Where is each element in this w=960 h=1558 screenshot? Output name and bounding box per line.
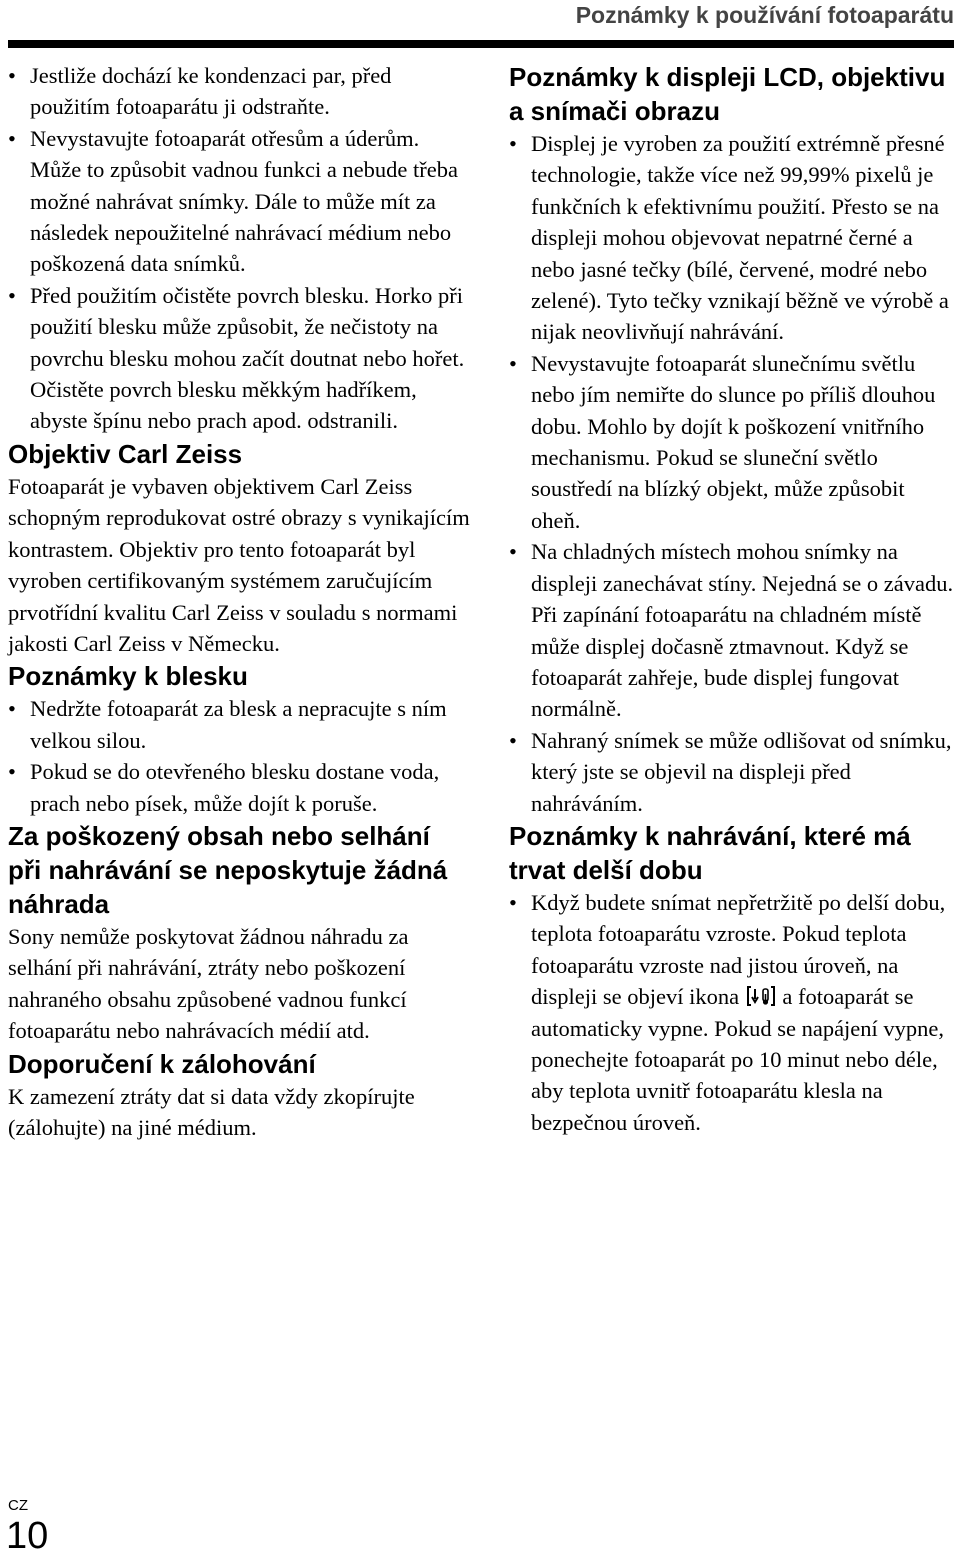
- text-after-icon: a fotoaparát se automaticky vypne. Pokud se napájení vypne, ponechejte fotoaparát po 10 minut nebo déle, aby teplota uvnitř fotoaparátu klesla na bezpečnou úroveň.: [531, 984, 945, 1135]
- list-item: • Nahraný snímek se může odlišovat od snímku, který jste se objevil na displeji před nahráváním.: [509, 725, 955, 819]
- temperature-warning-icon: [747, 985, 775, 1007]
- list-item: • Před použitím očistěte povrch blesku. Horko při použití blesku může způsobit, že nečistoty na povrchu blesku mohou začít doutnat nebo hořet. Očistěte povrch blesku měkkým hadříkem, abyste špínu nebo prach apod. odstranili.: [8, 280, 470, 437]
- section-heading-zeiss: Objektiv Carl Zeiss: [8, 438, 243, 469]
- footer-language-code: CZ: [8, 1497, 28, 1514]
- lcd-bullet-list: [509, 128, 955, 819]
- list-item: • Jestliže dochází ke kondenzaci par, před použitím fotoaparátu ji odstraňte.: [8, 60, 470, 123]
- footer-page-number: 10: [6, 1515, 49, 1557]
- text-before-icon: Když budete snímat nepřetržitě po delší dobu, teplota fotoaparátu vzroste. Pokud teplota fotoaparátu vzroste nad jistou úroveň, na displeji se objeví ikona: [531, 889, 946, 1010]
- list-item: • Displej je vyroben za použití extrémně přesné technologie, takže více než 99,99% pixelů je funkčních k efektivnímu použití. Přesto se na displeji mohou objevovat nepatrné černé a nebo jasné tečky (bílé, červené, modré nebo zelené). Tyto tečky vznikají běžně ve výrobě a nijak neovlivňují nahrávání.: [509, 128, 955, 348]
- section-heading-compensation: Za poškozený obsah nebo selhání při nahrávání se neposkytuje žádná náhrada: [8, 820, 448, 919]
- right-column: [509, 60, 955, 1138]
- section-heading-backup: Doporučení k zálohování: [8, 1048, 316, 1079]
- compensation-paragraph: Sony nemůže poskytovat žádnou náhradu za selhání při nahrávání, ztráty nebo poškození nahraného obsahu způsobené vadnou funkcí fotoaparátu nebo nahrávacích médií atd.: [8, 923, 409, 1044]
- list-item: • Pokud se do otevřeného blesku dostane voda, prach nebo písek, může dojít k poruše.: [8, 756, 470, 819]
- header-rule: [8, 40, 954, 48]
- list-item: • Nedržte fotoaparát za blesk a nepracujte s ním velkou silou.: [8, 693, 470, 756]
- list-item: [509, 887, 955, 1138]
- page-header-title: Poznámky k používání fotoaparátu: [575, 2, 954, 28]
- backup-paragraph: K zamezení ztráty dat si data vždy zkopírujte (zálohujte) na jiné médium.: [8, 1083, 415, 1140]
- section-heading-long-recording: Poznámky k nahrávání, které má trvat delší dobu: [509, 820, 911, 885]
- section-heading-lcd: Poznámky k displeji LCD, objektivu a snímači obrazu: [509, 62, 946, 126]
- intro-bullet-list: [8, 60, 470, 437]
- flash-bullet-list: [8, 693, 470, 819]
- list-item: • Nevystavujte fotoaparát otřesům a úderům. Může to způsobit vadnou funkci a nebude třeba možné nahrávat snímky. Dále to může mít za následek nepoužitelné nahrávací médium nebo poškozená data snímků.: [8, 123, 470, 280]
- list-item: • Na chladných místech mohou snímky na displeji zanechávat stíny. Nejedná se o závadu. Při zapínání fotoaparátu na chladném místě může displej dočasně ztmavnout. Když se fotoaparát zahřeje, bude displej fungovat normálně.: [509, 536, 955, 724]
- zeiss-paragraph: Fotoaparát je vybaven objektivem Carl Zeiss schopným reprodukovat ostré obrazy s vynikajícím kontrastem. Objektiv pro tento fotoaparát byl vyroben certifikovaným systémem zaručujícím prvotřídní kvalitu Carl Zeiss v souladu s normami jakosti Carl Zeiss v Německu.: [8, 473, 470, 656]
- list-item: • Nevystavujte fotoaparát slunečnímu světlu nebo jím nemiřte do slunce po příliš dlouhou dobu. Mohlo by dojít k poškození vnitřního mechanismu. Pokud se sluneční světlo soustředí na blízký objekt, může způsobit oheň.: [509, 348, 955, 536]
- section-heading-flash: Poznámky k blesku: [8, 661, 248, 692]
- left-column: [8, 60, 470, 1143]
- long-recording-bullet-list: [509, 887, 955, 1138]
